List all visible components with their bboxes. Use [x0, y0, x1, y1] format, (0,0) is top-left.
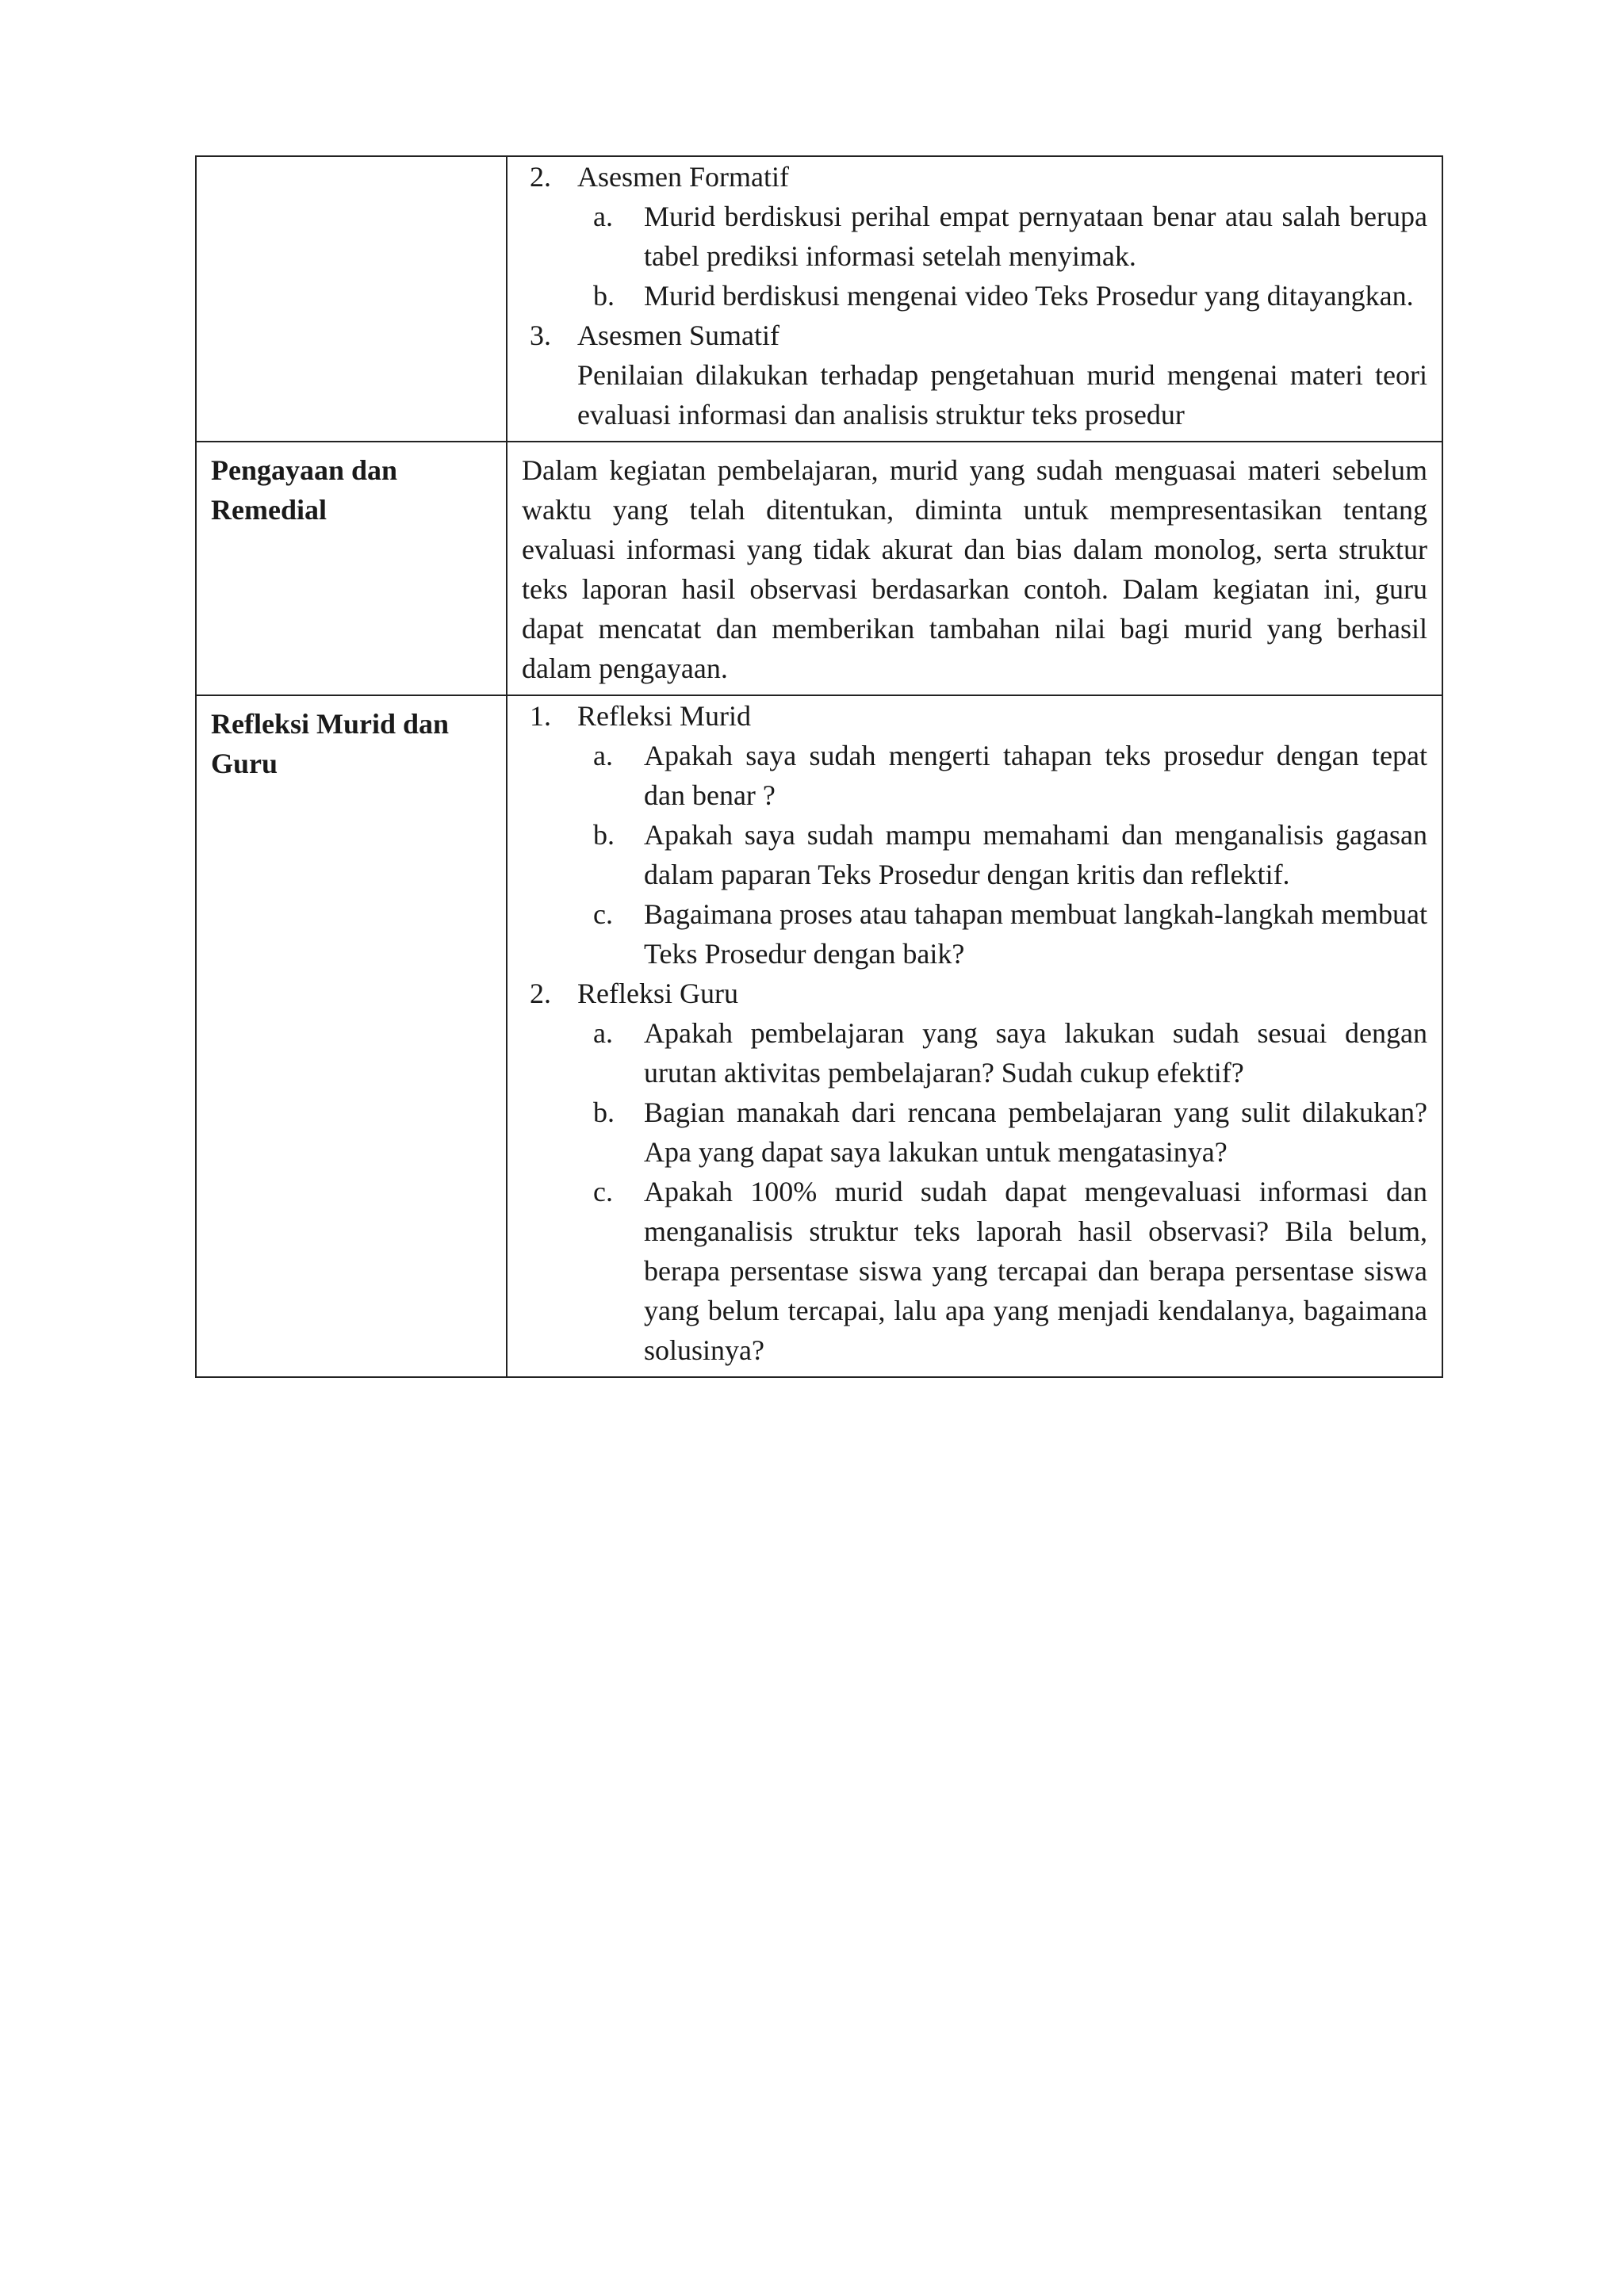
row-label-line: Remedial [211, 494, 327, 526]
label-cell-empty [196, 156, 507, 442]
list-number: 3. [530, 320, 551, 351]
table-row-reflection [196, 695, 1442, 1377]
reflection-content-cell [507, 695, 1442, 1377]
list-item-title: Refleksi Guru [577, 978, 738, 1009]
sub-list-item [577, 894, 1427, 974]
sub-list-item [577, 1093, 1427, 1172]
lesson-plan-table [195, 155, 1443, 1378]
list-number: 2. [530, 161, 551, 193]
sub-list-item [577, 276, 1427, 316]
sub-list-text: Murid berdiskusi mengenai video Teks Prosedur yang ditayangkan. [644, 280, 1414, 312]
enrichment-label-cell [196, 442, 507, 695]
sub-list-letter: b. [593, 1096, 615, 1128]
sub-list-item [577, 815, 1427, 894]
assessment-content-cell [507, 156, 1442, 442]
assessment-list [522, 157, 1427, 434]
list-item [522, 316, 1427, 434]
list-item [522, 974, 1427, 1370]
sub-list-item [577, 197, 1427, 276]
sub-list-text: Murid berdiskusi perihal empat pernyataan benar atau salah berupa tabel prediksi informasi setelah menyimak. [644, 201, 1427, 272]
enrichment-paragraph: Dalam kegiatan pembelajaran, murid yang sudah menguasai materi sebelum waktu yang telah ditentukan, diminta untuk mempresentasikan tentang evaluasi informasi yang tidak akurat dan bias dalam monolog, serta struktur teks laporan hasil observasi berdasarkan contoh. Dalam kegiatan ini, guru dapat mencatat dan memberikan tambahan nilai bagi murid yang berhasil dalam pengayaan. [522, 454, 1427, 684]
sub-list-item [577, 736, 1427, 815]
table-row-assessment [196, 156, 1442, 442]
sub-list-text: Apakah saya sudah mengerti tahapan teks prosedur dengan tepat dan benar ? [644, 740, 1427, 811]
list-item-title: Refleksi Murid [577, 700, 751, 732]
sub-list-letter: b. [593, 819, 615, 851]
table-row-enrichment [196, 442, 1442, 695]
sub-list-letter: a. [593, 201, 613, 232]
sub-list [577, 1013, 1427, 1370]
enrichment-content-cell [507, 442, 1442, 695]
sub-list-text: Apakah 100% murid sudah dapat mengevaluasi informasi dan menganalisis struktur teks laporah hasil observasi? Bila belum, berapa persentase siswa yang tercapai dan berapa persentase siswa yang belum tercapai, lalu apa yang menjadi kendalanya, bagaimana solusinya? [644, 1176, 1427, 1366]
sub-list-letter: c. [593, 1176, 613, 1207]
sub-list-letter: b. [593, 280, 615, 312]
list-item [522, 157, 1427, 316]
sub-list [577, 197, 1427, 316]
sub-list-text: Bagian manakah dari rencana pembelajaran yang sulit dilakukan? Apa yang dapat saya lakukan untuk mengatasinya? [644, 1096, 1427, 1168]
reflection-list [522, 696, 1427, 1370]
sub-list-letter: c. [593, 898, 613, 930]
sub-list-letter: a. [593, 740, 613, 771]
sub-list-letter: a. [593, 1017, 613, 1049]
sub-list-text: Apakah saya sudah mampu memahami dan menganalisis gagasan dalam paparan Teks Prosedur dengan kritis dan reflektif. [644, 819, 1427, 890]
sub-list-item [577, 1172, 1427, 1370]
sub-list-item [577, 1013, 1427, 1093]
row-label-line: Pengayaan dan [211, 454, 398, 486]
list-item-body: Penilaian dilakukan terhadap pengetahuan murid mengenai materi teori evaluasi informasi dan analisis struktur teks prosedur [577, 359, 1427, 430]
list-item-title: Asesmen Formatif [577, 161, 789, 193]
sub-list-text: Bagaimana proses atau tahapan membuat langkah-langkah membuat Teks Prosedur dengan baik? [644, 898, 1427, 970]
list-number: 1. [530, 700, 551, 732]
list-item [522, 696, 1427, 974]
list-number: 2. [530, 978, 551, 1009]
sub-list-text: Apakah pembelajaran yang saya lakukan sudah sesuai dengan urutan aktivitas pembelajaran? Sudah cukup efektif? [644, 1017, 1427, 1089]
row-label-line: Guru [211, 748, 278, 779]
row-label-line: Refleksi Murid dan [211, 708, 450, 740]
list-item-title: Asesmen Sumatif [577, 320, 779, 351]
sub-list [577, 736, 1427, 974]
reflection-label-cell [196, 695, 507, 1377]
